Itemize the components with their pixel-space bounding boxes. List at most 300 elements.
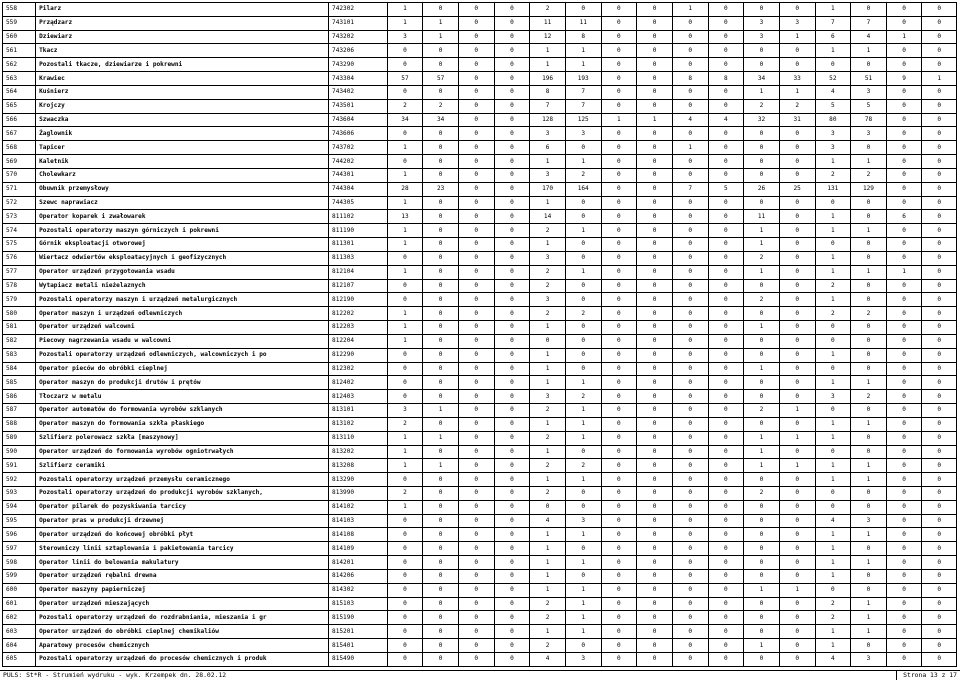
value-cell: 0 xyxy=(458,486,494,500)
value-cell: 0 xyxy=(672,569,708,583)
value-cell: 0 xyxy=(744,652,780,666)
value-cell: 2 xyxy=(744,99,780,113)
value-cell: 0 xyxy=(708,168,744,182)
footer-print-info: PULS: St*R - Strumień wydruku - wyk. Krzempek dn. 28.02.12 xyxy=(3,671,227,679)
value-cell: 0 xyxy=(423,556,459,570)
value-cell: 0 xyxy=(922,348,957,362)
value-cell: 0 xyxy=(708,265,744,279)
value-cell: 0 xyxy=(601,500,637,514)
occupation-name-cell: Pozostali operatorzy urządzeń do procesów chemicznych i produk xyxy=(36,652,329,666)
value-cell: 0 xyxy=(387,85,423,99)
value-cell: 0 xyxy=(922,652,957,666)
value-cell: 0 xyxy=(708,597,744,611)
value-cell: 0 xyxy=(601,99,637,113)
value-cell: 0 xyxy=(601,390,637,404)
value-cell: 0 xyxy=(637,321,673,335)
value-cell: 1 xyxy=(530,348,566,362)
value-cell: 0 xyxy=(708,500,744,514)
value-cell: 0 xyxy=(637,168,673,182)
value-cell: 0 xyxy=(672,431,708,445)
value-cell: 1 xyxy=(387,500,423,514)
value-cell: 2 xyxy=(744,404,780,418)
value-cell: 0 xyxy=(494,625,530,639)
value-cell: 0 xyxy=(601,224,637,238)
value-cell: 0 xyxy=(601,348,637,362)
row-number-cell: 580 xyxy=(3,307,36,321)
occupation-name-cell: Operator maszyn i urządzeń odlewniczych xyxy=(36,307,329,321)
value-cell: 0 xyxy=(601,44,637,58)
value-cell: 0 xyxy=(423,500,459,514)
occupation-code-cell: 743304 xyxy=(329,72,388,86)
value-cell: 0 xyxy=(886,583,922,597)
occupation-name-cell: Pozostali tkacze, dziewiarze i pokrewni xyxy=(36,58,329,72)
value-cell: 0 xyxy=(744,44,780,58)
value-cell: 0 xyxy=(387,44,423,58)
value-cell: 0 xyxy=(922,390,957,404)
value-cell: 0 xyxy=(387,348,423,362)
value-cell: 34 xyxy=(387,113,423,127)
value-cell: 2 xyxy=(387,99,423,113)
value-cell: 0 xyxy=(601,625,637,639)
table-row xyxy=(3,597,957,611)
value-cell: 0 xyxy=(672,85,708,99)
occupation-code-cell: 812107 xyxy=(329,279,388,293)
value-cell: 1 xyxy=(387,431,423,445)
value-cell: 1 xyxy=(779,431,815,445)
occupation-name-cell: Pozostali operatorzy urządzeń przemysłu ceramicznego xyxy=(36,473,329,487)
value-cell: 0 xyxy=(637,16,673,30)
occupation-name-cell: Pozostali operatorzy maszyn górniczych i pokrewni xyxy=(36,224,329,238)
value-cell: 0 xyxy=(601,293,637,307)
value-cell: 1 xyxy=(565,431,601,445)
value-cell: 0 xyxy=(708,210,744,224)
value-cell: 2 xyxy=(530,307,566,321)
value-cell: 0 xyxy=(494,445,530,459)
row-number-cell: 564 xyxy=(3,85,36,99)
value-cell: 0 xyxy=(494,652,530,666)
value-cell: 0 xyxy=(744,155,780,169)
occupation-name-cell: Szwaczka xyxy=(36,113,329,127)
occupation-code-cell: 743606 xyxy=(329,127,388,141)
value-cell: 0 xyxy=(637,72,673,86)
value-cell: 2 xyxy=(530,486,566,500)
table-body xyxy=(3,3,957,667)
occupation-code-cell: 811301 xyxy=(329,238,388,252)
value-cell: 0 xyxy=(708,141,744,155)
value-cell: 0 xyxy=(387,556,423,570)
table-row xyxy=(3,196,957,210)
value-cell: 1 xyxy=(815,459,851,473)
value-cell: 7 xyxy=(815,16,851,30)
value-cell: 1 xyxy=(387,16,423,30)
value-cell: 0 xyxy=(851,362,887,376)
value-cell: 0 xyxy=(922,99,957,113)
value-cell: 0 xyxy=(637,99,673,113)
value-cell: 8 xyxy=(672,72,708,86)
value-cell: 1 xyxy=(815,3,851,17)
value-cell: 0 xyxy=(672,99,708,113)
value-cell: 0 xyxy=(922,625,957,639)
value-cell: 0 xyxy=(565,196,601,210)
value-cell: 1 xyxy=(815,155,851,169)
value-cell: 0 xyxy=(494,141,530,155)
value-cell: 0 xyxy=(886,58,922,72)
value-cell: 2 xyxy=(387,486,423,500)
value-cell: 0 xyxy=(851,334,887,348)
value-cell: 1 xyxy=(851,44,887,58)
value-cell: 1 xyxy=(565,583,601,597)
value-cell: 0 xyxy=(458,141,494,155)
value-cell: 0 xyxy=(637,279,673,293)
row-number-cell: 578 xyxy=(3,279,36,293)
value-cell: 3 xyxy=(744,16,780,30)
value-cell: 1 xyxy=(387,321,423,335)
value-cell: 31 xyxy=(779,113,815,127)
value-cell: 1 xyxy=(851,155,887,169)
value-cell: 1 xyxy=(851,376,887,390)
value-cell: 0 xyxy=(744,58,780,72)
value-cell: 0 xyxy=(458,127,494,141)
occupation-name-cell: Operator linii do belowania makulatury xyxy=(36,556,329,570)
value-cell: 0 xyxy=(672,404,708,418)
value-cell: 7 xyxy=(565,85,601,99)
value-cell: 0 xyxy=(637,293,673,307)
value-cell: 1 xyxy=(530,238,566,252)
table-row xyxy=(3,72,957,86)
value-cell: 0 xyxy=(708,528,744,542)
value-cell: 0 xyxy=(779,127,815,141)
table-row xyxy=(3,238,957,252)
table-row xyxy=(3,155,957,169)
value-cell: 0 xyxy=(458,445,494,459)
row-number-cell: 592 xyxy=(3,473,36,487)
value-cell: 0 xyxy=(423,334,459,348)
table-row xyxy=(3,500,957,514)
value-cell: 0 xyxy=(637,348,673,362)
value-cell: 0 xyxy=(886,348,922,362)
value-cell: 1 xyxy=(744,445,780,459)
value-cell: 0 xyxy=(779,334,815,348)
value-cell: 7 xyxy=(530,99,566,113)
value-cell: 0 xyxy=(708,44,744,58)
value-cell: 0 xyxy=(779,486,815,500)
table-row xyxy=(3,251,957,265)
value-cell: 0 xyxy=(922,500,957,514)
value-cell: 0 xyxy=(851,279,887,293)
table-row xyxy=(3,30,957,44)
value-cell: 0 xyxy=(637,583,673,597)
value-cell: 0 xyxy=(494,556,530,570)
value-cell: 0 xyxy=(458,210,494,224)
value-cell: 0 xyxy=(672,127,708,141)
value-cell: 0 xyxy=(565,3,601,17)
value-cell: 0 xyxy=(708,85,744,99)
value-cell: 0 xyxy=(779,155,815,169)
value-cell: 0 xyxy=(601,141,637,155)
value-cell: 0 xyxy=(672,583,708,597)
value-cell: 0 xyxy=(672,168,708,182)
value-cell: 1 xyxy=(530,44,566,58)
value-cell: 0 xyxy=(672,30,708,44)
value-cell: 2 xyxy=(779,99,815,113)
row-number-cell: 573 xyxy=(3,210,36,224)
value-cell: 0 xyxy=(637,127,673,141)
value-cell: 0 xyxy=(922,141,957,155)
value-cell: 0 xyxy=(708,362,744,376)
value-cell: 0 xyxy=(922,113,957,127)
occupation-code-cell: 744304 xyxy=(329,182,388,196)
value-cell: 0 xyxy=(637,210,673,224)
value-cell: 0 xyxy=(494,376,530,390)
value-cell: 0 xyxy=(708,625,744,639)
row-number-cell: 588 xyxy=(3,417,36,431)
value-cell: 0 xyxy=(922,459,957,473)
value-cell: 1 xyxy=(601,113,637,127)
value-cell: 51 xyxy=(851,72,887,86)
value-cell: 1 xyxy=(565,597,601,611)
value-cell: 0 xyxy=(886,321,922,335)
value-cell: 0 xyxy=(779,265,815,279)
row-number-cell: 589 xyxy=(3,431,36,445)
value-cell: 0 xyxy=(387,279,423,293)
value-cell: 0 xyxy=(779,473,815,487)
value-cell: 0 xyxy=(458,404,494,418)
value-cell: 0 xyxy=(601,182,637,196)
value-cell: 0 xyxy=(601,569,637,583)
value-cell: 0 xyxy=(672,293,708,307)
value-cell: 0 xyxy=(637,196,673,210)
value-cell: 0 xyxy=(744,376,780,390)
value-cell: 2 xyxy=(387,417,423,431)
value-cell: 1 xyxy=(779,85,815,99)
value-cell: 131 xyxy=(815,182,851,196)
value-cell: 7 xyxy=(672,182,708,196)
value-cell: 3 xyxy=(530,251,566,265)
occupation-code-cell: 815401 xyxy=(329,639,388,653)
value-cell: 1 xyxy=(387,307,423,321)
value-cell: 0 xyxy=(601,3,637,17)
value-cell: 0 xyxy=(708,16,744,30)
value-cell: 1 xyxy=(565,556,601,570)
value-cell: 0 xyxy=(494,569,530,583)
value-cell: 0 xyxy=(423,224,459,238)
value-cell: 0 xyxy=(744,348,780,362)
value-cell: 0 xyxy=(672,155,708,169)
value-cell: 0 xyxy=(708,251,744,265)
occupation-name-cell: Prządzarz xyxy=(36,16,329,30)
value-cell: 0 xyxy=(779,251,815,265)
occupation-name-cell: Kaletnik xyxy=(36,155,329,169)
value-cell: 0 xyxy=(423,196,459,210)
value-cell: 2 xyxy=(530,279,566,293)
table-row xyxy=(3,514,957,528)
occupation-code-cell: 743604 xyxy=(329,113,388,127)
value-cell: 2 xyxy=(851,390,887,404)
row-number-cell: 597 xyxy=(3,542,36,556)
value-cell: 0 xyxy=(601,528,637,542)
occupation-name-cell: Pozostali operatorzy urządzeń do rozdrabniania, mieszania i gr xyxy=(36,611,329,625)
value-cell: 0 xyxy=(458,362,494,376)
value-cell: 0 xyxy=(708,334,744,348)
value-cell: 1 xyxy=(387,459,423,473)
value-cell: 7 xyxy=(851,16,887,30)
value-cell: 0 xyxy=(922,445,957,459)
value-cell: 0 xyxy=(387,625,423,639)
value-cell: 0 xyxy=(458,417,494,431)
value-cell: 28 xyxy=(387,182,423,196)
value-cell: 0 xyxy=(922,58,957,72)
value-cell: 0 xyxy=(601,72,637,86)
row-number-cell: 582 xyxy=(3,334,36,348)
occupation-name-cell: Tapicer xyxy=(36,141,329,155)
value-cell: 0 xyxy=(458,321,494,335)
value-cell: 1 xyxy=(779,583,815,597)
occupation-name-cell: Pilarz xyxy=(36,3,329,17)
value-cell: 9 xyxy=(886,72,922,86)
table-row xyxy=(3,652,957,666)
value-cell: 3 xyxy=(744,30,780,44)
value-cell: 0 xyxy=(922,417,957,431)
value-cell: 0 xyxy=(423,376,459,390)
value-cell: 2 xyxy=(530,597,566,611)
value-cell: 2 xyxy=(565,459,601,473)
value-cell: 1 xyxy=(637,113,673,127)
occupation-name-cell: Szlifierz ceramiki xyxy=(36,459,329,473)
table-row xyxy=(3,625,957,639)
occupation-name-cell: Dziewiarz xyxy=(36,30,329,44)
table-row xyxy=(3,556,957,570)
value-cell: 0 xyxy=(886,279,922,293)
value-cell: 0 xyxy=(922,556,957,570)
value-cell: 0 xyxy=(708,431,744,445)
value-cell: 1 xyxy=(530,417,566,431)
value-cell: 3 xyxy=(851,85,887,99)
value-cell: 0 xyxy=(779,639,815,653)
value-cell: 1 xyxy=(565,404,601,418)
value-cell: 0 xyxy=(601,196,637,210)
value-cell: 0 xyxy=(851,210,887,224)
value-cell: 4 xyxy=(672,113,708,127)
value-cell: 0 xyxy=(494,85,530,99)
value-cell: 0 xyxy=(458,597,494,611)
occupation-name-cell: Górnik eksploatacji otworowej xyxy=(36,238,329,252)
value-cell: 0 xyxy=(637,528,673,542)
value-cell: 1 xyxy=(851,556,887,570)
value-cell: 0 xyxy=(387,583,423,597)
value-cell: 0 xyxy=(779,58,815,72)
occupation-name-cell: Obuwnik przemysłowy xyxy=(36,182,329,196)
value-cell: 0 xyxy=(851,251,887,265)
row-number-cell: 593 xyxy=(3,486,36,500)
value-cell: 0 xyxy=(708,639,744,653)
value-cell: 0 xyxy=(387,362,423,376)
value-cell: 1 xyxy=(387,238,423,252)
value-cell: 0 xyxy=(886,514,922,528)
value-cell: 0 xyxy=(744,334,780,348)
occupation-name-cell: Operator koparek i zwałowarek xyxy=(36,210,329,224)
table-row xyxy=(3,16,957,30)
row-number-cell: 586 xyxy=(3,390,36,404)
value-cell: 0 xyxy=(922,639,957,653)
value-cell: 4 xyxy=(815,85,851,99)
table-row xyxy=(3,44,957,58)
value-cell: 1 xyxy=(565,265,601,279)
value-cell: 0 xyxy=(922,307,957,321)
value-cell: 0 xyxy=(779,168,815,182)
value-cell: 0 xyxy=(387,58,423,72)
value-cell: 0 xyxy=(458,390,494,404)
value-cell: 0 xyxy=(815,58,851,72)
value-cell: 0 xyxy=(922,168,957,182)
value-cell: 0 xyxy=(922,334,957,348)
occupation-code-cell: 812203 xyxy=(329,321,388,335)
value-cell: 0 xyxy=(708,293,744,307)
value-cell: 0 xyxy=(922,251,957,265)
value-cell: 0 xyxy=(744,141,780,155)
value-cell: 0 xyxy=(886,652,922,666)
value-cell: 0 xyxy=(494,404,530,418)
value-cell: 0 xyxy=(922,362,957,376)
value-cell: 0 xyxy=(672,307,708,321)
value-cell: 0 xyxy=(779,390,815,404)
value-cell: 0 xyxy=(565,542,601,556)
value-cell: 0 xyxy=(494,16,530,30)
value-cell: 0 xyxy=(815,583,851,597)
value-cell: 0 xyxy=(458,155,494,169)
value-cell: 1 xyxy=(530,528,566,542)
value-cell: 0 xyxy=(387,611,423,625)
value-cell: 0 xyxy=(637,265,673,279)
value-cell: 0 xyxy=(458,72,494,86)
value-cell: 4 xyxy=(530,652,566,666)
value-cell: 0 xyxy=(922,238,957,252)
table-row xyxy=(3,168,957,182)
occupation-code-cell: 814109 xyxy=(329,542,388,556)
value-cell: 0 xyxy=(637,417,673,431)
value-cell: 0 xyxy=(779,500,815,514)
value-cell: 8 xyxy=(530,85,566,99)
occupation-code-cell: 813990 xyxy=(329,486,388,500)
value-cell: 1 xyxy=(565,417,601,431)
occupation-code-cell: 812302 xyxy=(329,362,388,376)
row-number-cell: 576 xyxy=(3,251,36,265)
value-cell: 0 xyxy=(530,500,566,514)
value-cell: 1 xyxy=(530,155,566,169)
value-cell: 78 xyxy=(851,113,887,127)
value-cell: 0 xyxy=(494,72,530,86)
value-cell: 0 xyxy=(601,127,637,141)
value-cell: 0 xyxy=(601,30,637,44)
value-cell: 1 xyxy=(815,376,851,390)
value-cell: 1 xyxy=(744,431,780,445)
value-cell: 0 xyxy=(708,196,744,210)
value-cell: 0 xyxy=(637,542,673,556)
value-cell: 4 xyxy=(708,113,744,127)
occupation-code-cell: 812202 xyxy=(329,307,388,321)
value-cell: 0 xyxy=(744,473,780,487)
value-cell: 0 xyxy=(886,362,922,376)
value-cell: 129 xyxy=(851,182,887,196)
occupation-code-cell: 744202 xyxy=(329,155,388,169)
value-cell: 1 xyxy=(815,44,851,58)
occupation-name-cell: Operator pieców do obróbki cieplnej xyxy=(36,362,329,376)
occupation-code-cell: 814206 xyxy=(329,569,388,583)
value-cell: 0 xyxy=(922,542,957,556)
value-cell: 0 xyxy=(565,445,601,459)
value-cell: 0 xyxy=(672,376,708,390)
value-cell: 3 xyxy=(530,293,566,307)
table-row xyxy=(3,639,957,653)
